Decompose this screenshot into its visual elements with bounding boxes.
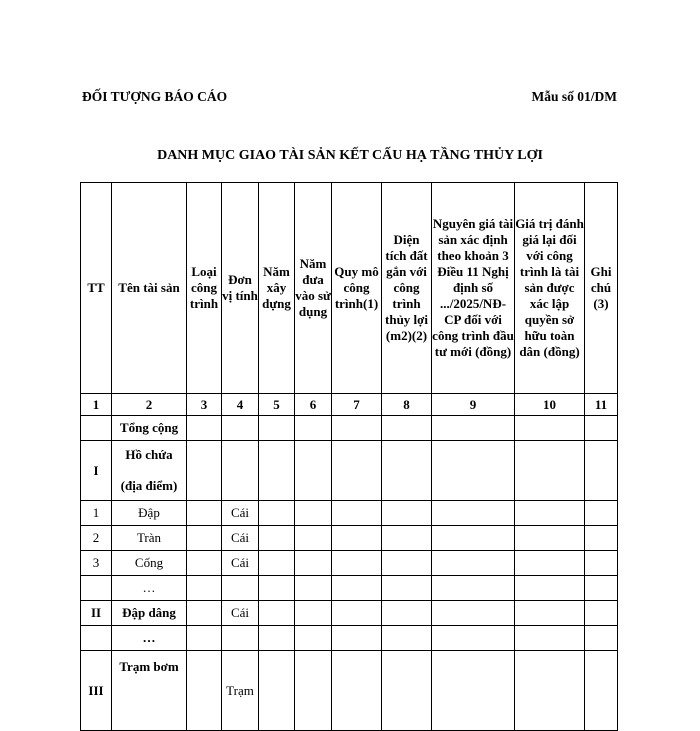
col-number: 9 xyxy=(432,394,515,416)
col-header-quymo: Quy mô công trình(1) xyxy=(332,183,382,394)
cell xyxy=(222,441,259,501)
cell-tt: 3 xyxy=(81,551,112,576)
cell xyxy=(332,576,382,601)
cell xyxy=(432,416,515,441)
cell xyxy=(432,651,515,731)
cell xyxy=(295,626,332,651)
cell-ellipsis: … xyxy=(112,576,187,601)
cell xyxy=(332,526,382,551)
cell-name: Trạm bơm xyxy=(112,651,187,731)
cell-tt: III xyxy=(81,651,112,731)
cell xyxy=(295,601,332,626)
cell xyxy=(187,416,222,441)
col-number: 8 xyxy=(382,394,432,416)
cell xyxy=(81,576,112,601)
cell xyxy=(187,501,222,526)
col-header-donvi: Đơn vị tính xyxy=(222,183,259,394)
cell xyxy=(187,601,222,626)
cell xyxy=(515,651,585,731)
col-header-nguyengia: Nguyên giá tài sản xác định theo khoản 3 Điều 11 Nghị định số .../2025/NĐ-CP đối với công trình đầu tư mới (đồng) xyxy=(432,183,515,394)
cell xyxy=(259,626,295,651)
cell-total-label: Tổng cộng xyxy=(112,416,187,441)
cell xyxy=(515,416,585,441)
col-number: 4 xyxy=(222,394,259,416)
cell xyxy=(432,626,515,651)
cell xyxy=(187,441,222,501)
cell xyxy=(515,551,585,576)
cell xyxy=(515,526,585,551)
cell xyxy=(585,416,618,441)
cell xyxy=(432,551,515,576)
cell xyxy=(432,526,515,551)
table-row-ellipsis xyxy=(81,626,618,651)
cell-tt: 1 xyxy=(81,501,112,526)
cell xyxy=(295,416,332,441)
table-row-section-1 xyxy=(81,441,618,501)
cell xyxy=(382,526,432,551)
cell xyxy=(432,601,515,626)
cell xyxy=(222,626,259,651)
cell-ellipsis: … xyxy=(112,626,187,651)
cell xyxy=(515,441,585,501)
cell xyxy=(585,601,618,626)
col-number: 6 xyxy=(295,394,332,416)
cell xyxy=(222,576,259,601)
cell xyxy=(432,441,515,501)
cell xyxy=(259,526,295,551)
table-row-total xyxy=(81,416,618,441)
cell xyxy=(295,551,332,576)
cell xyxy=(332,416,382,441)
cell-unit: Cái xyxy=(222,526,259,551)
cell xyxy=(187,526,222,551)
cell xyxy=(295,501,332,526)
cell-unit: Cái xyxy=(222,501,259,526)
cell-name: Đập xyxy=(112,501,187,526)
column-number-row xyxy=(81,394,618,416)
cell xyxy=(382,651,432,731)
cell xyxy=(332,651,382,731)
cell xyxy=(585,651,618,731)
cell xyxy=(432,501,515,526)
cell xyxy=(259,501,295,526)
cell xyxy=(585,501,618,526)
cell-unit: Cái xyxy=(222,601,259,626)
cell xyxy=(332,601,382,626)
cell xyxy=(295,576,332,601)
col-header-ghichu: Ghi chú (3) xyxy=(585,183,618,394)
cell xyxy=(332,551,382,576)
cell xyxy=(81,416,112,441)
cell-tt: II xyxy=(81,601,112,626)
cell xyxy=(382,551,432,576)
cell xyxy=(222,416,259,441)
cell xyxy=(382,501,432,526)
cell xyxy=(382,416,432,441)
cell xyxy=(187,651,222,731)
cell-name: Tràn xyxy=(112,526,187,551)
cell xyxy=(259,551,295,576)
cell xyxy=(187,626,222,651)
cell xyxy=(432,576,515,601)
cell xyxy=(585,526,618,551)
cell xyxy=(585,576,618,601)
cell xyxy=(332,626,382,651)
cell xyxy=(295,526,332,551)
table-row-section-2 xyxy=(81,601,618,626)
col-number: 1 xyxy=(81,394,112,416)
cell xyxy=(187,551,222,576)
col-number: 5 xyxy=(259,394,295,416)
col-header-giatri: Giá trị đánh giá lại đối với công trình là tài sản được xác lập quyền sở hữu toàn dân (đồng) xyxy=(515,183,585,394)
cell xyxy=(259,651,295,731)
cell xyxy=(515,601,585,626)
col-header-ten: Tên tài sản xyxy=(112,183,187,394)
col-number: 7 xyxy=(332,394,382,416)
col-header-nam-sd: Năm đưa vào sử dụng xyxy=(295,183,332,394)
asset-table xyxy=(80,182,618,731)
cell xyxy=(332,501,382,526)
cell xyxy=(382,626,432,651)
cell-unit: Cái xyxy=(222,551,259,576)
cell xyxy=(187,576,222,601)
cell xyxy=(515,576,585,601)
cell-name xyxy=(112,441,187,501)
table-header-row xyxy=(81,183,618,394)
section-name: Hồ chứa xyxy=(125,447,173,462)
cell xyxy=(382,441,432,501)
col-number: 10 xyxy=(515,394,585,416)
col-header-loai: Loại công trình xyxy=(187,183,222,394)
col-number: 11 xyxy=(585,394,618,416)
cell-unit: Trạm xyxy=(222,651,259,731)
cell xyxy=(382,576,432,601)
reporting-entity-label: ĐỐI TƯỢNG BÁO CÁO xyxy=(82,89,228,104)
cell xyxy=(515,501,585,526)
page-title: DANH MỤC GIAO TÀI SẢN KẾT CẤU HẠ TẦNG THỦY LỢI xyxy=(157,148,543,163)
cell xyxy=(259,441,295,501)
table-row xyxy=(81,526,618,551)
cell xyxy=(585,441,618,501)
cell-tt: I xyxy=(81,441,112,501)
table-row xyxy=(81,551,618,576)
cell xyxy=(259,601,295,626)
cell xyxy=(295,441,332,501)
table-row xyxy=(81,501,618,526)
cell xyxy=(259,416,295,441)
cell xyxy=(382,601,432,626)
cell xyxy=(515,626,585,651)
col-header-tt: TT xyxy=(81,183,112,394)
col-header-nam-xd: Năm xây dựng xyxy=(259,183,295,394)
table-row-ellipsis xyxy=(81,576,618,601)
col-number: 3 xyxy=(187,394,222,416)
form-number: Mẫu số 01/DM xyxy=(531,89,617,104)
cell-tt: 2 xyxy=(81,526,112,551)
cell-name: Cống xyxy=(112,551,187,576)
cell xyxy=(295,651,332,731)
table-row-section-3 xyxy=(81,651,618,731)
cell xyxy=(259,576,295,601)
col-header-dientich: Diện tích đất gắn với công trình thủy lợi (m2)(2) xyxy=(382,183,432,394)
col-number: 2 xyxy=(112,394,187,416)
section-location: (địa điểm) xyxy=(120,478,178,493)
cell xyxy=(81,626,112,651)
cell xyxy=(585,626,618,651)
cell-name: Đập dâng xyxy=(112,601,187,626)
cell xyxy=(585,551,618,576)
cell xyxy=(332,441,382,501)
